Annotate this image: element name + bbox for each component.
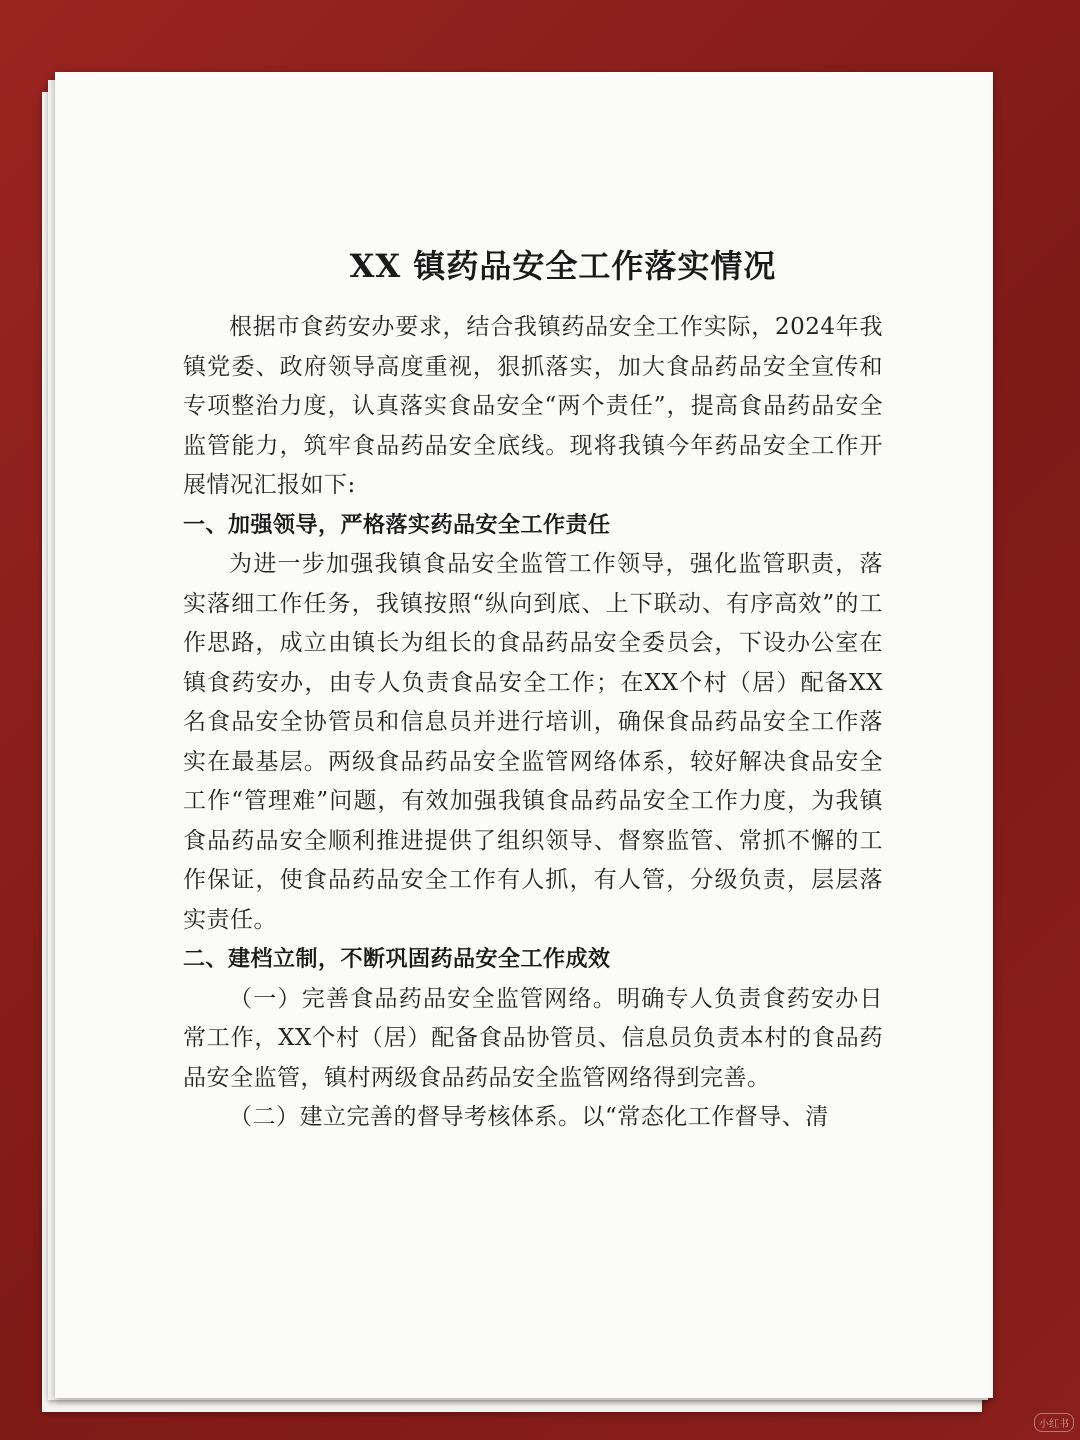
intro-paragraph: 根据市食药安办要求，结合我镇药品安全工作实际，2024年我镇党委、政府领导高度重视，狠抓落实，加大食品药品安全宣传和专项整治力度，认真落实食品安全“两个责任”，提高食品药品安全监管能力，筑牢食品药品安全底线。现将我镇今年药品安全工作开展情况汇报如下: (183, 314, 883, 498)
section-paragraph: （一）完善食品药品安全监管网络。明确专人负责食药安办日常工作，XX个村（居）配备食品协管员、信息员负责本村的食品药品安全监管，镇村两级食品药品安全监管网络得到完善。 (183, 985, 883, 1091)
section-paragraph: （二）建立完善的督导考核体系。以“常态化工作督导、清 (229, 1104, 829, 1130)
section-1 (183, 506, 883, 941)
watermark-logo: 小红书 (1034, 1413, 1074, 1432)
section-2 (183, 940, 883, 1138)
section-heading: 二、建档立制，不断巩固药品安全工作成效 (183, 947, 611, 972)
section-heading: 一、加强领导，严格落实药品安全工作责任 (183, 512, 611, 538)
document-title: XX 镇药品安全工作落实情况 (349, 247, 777, 285)
paper-sheet (55, 72, 993, 1398)
document-body (183, 242, 883, 1138)
section-paragraph: 为进一步加强我镇食品安全监管工作领导，强化监管职责，落实落细工作任务，我镇按照“纵向到底、上下联动、有序高效”的工作思路，成立由镇长为组长的食品药品安全委员会，下设办公室在镇食药安办，由专人负责食品安全工作；在XX个村（居）配备XX名食品安全协管员和信息员并进行培训，确保食品药品安全工作落实在最基层。两级食品药品安全监管网络体系，较好解决食品安全工作“管理难”问题，有效加强我镇食品药品安全工作力度，为我镇食品药品安全顺利推进提供了组织领导、督察监管、常抓不懈的工作保证，使食品药品安全工作有人抓，有人管，分级负责，层层落实责任。 (183, 551, 883, 933)
